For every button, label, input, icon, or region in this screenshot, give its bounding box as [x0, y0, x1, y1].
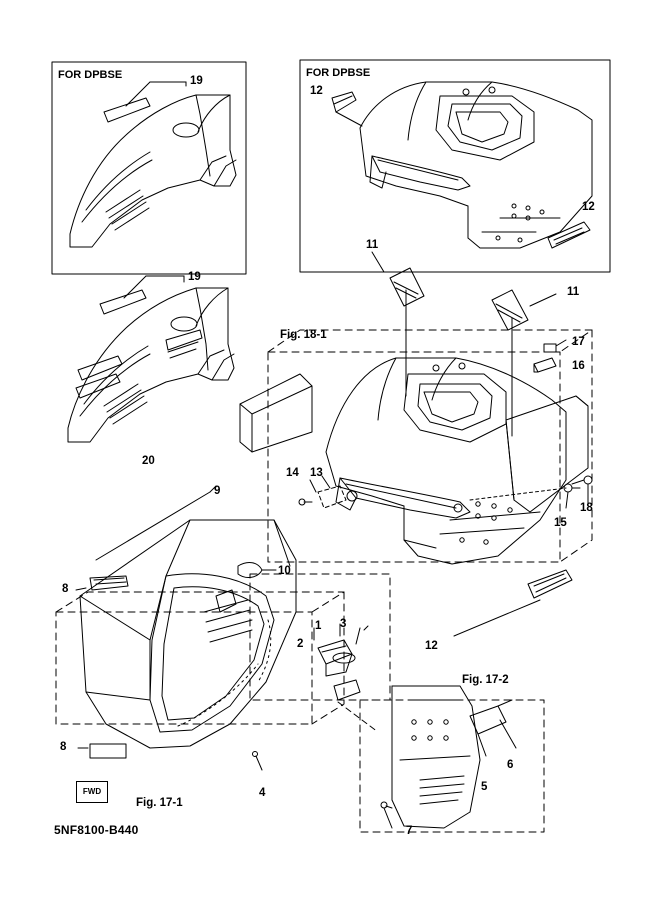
callout-11a: 11 [366, 239, 379, 251]
callout-15: 15 [554, 517, 567, 529]
callout-10: 10 [278, 565, 291, 577]
callout-1: 1 [315, 620, 322, 632]
callout-4: 4 [259, 787, 266, 799]
box-top-left [52, 62, 246, 274]
figure-ref-18-1: Fig. 18-1 [280, 329, 327, 341]
callout-6: 6 [507, 759, 514, 771]
callout-3: 3 [340, 618, 347, 630]
callout-17: 17 [572, 336, 585, 348]
box-top-right [300, 60, 610, 272]
callout-20: 20 [142, 455, 155, 467]
callout-12c: 12 [425, 640, 438, 652]
figure-ref-17-1: Fig. 17-1 [136, 797, 183, 809]
callout-2: 2 [297, 638, 304, 650]
box-title-top-right: FOR DPBSE [306, 67, 371, 79]
callout-19b: 19 [188, 271, 201, 283]
callout-11b: 11 [567, 286, 580, 298]
callout-9: 9 [214, 485, 221, 497]
callout-19a: 19 [190, 75, 203, 87]
callout-5: 5 [481, 781, 488, 793]
callout-12a: 12 [310, 85, 323, 97]
callout-16: 16 [572, 360, 585, 372]
diagram-part-number: 5NF8100-B440 [54, 823, 139, 837]
callout-8a: 8 [62, 583, 69, 595]
callout-7: 7 [406, 825, 413, 837]
callout-13: 13 [310, 467, 323, 479]
figure-ref-17-2: Fig. 17-2 [462, 674, 509, 686]
callout-8b: 8 [60, 741, 67, 753]
callout-18: 18 [580, 502, 593, 514]
callout-14: 14 [286, 467, 299, 479]
box-title-top-left: FOR DPBSE [58, 69, 123, 81]
fwd-badge: FWD [76, 781, 108, 803]
callout-12b: 12 [582, 201, 595, 213]
